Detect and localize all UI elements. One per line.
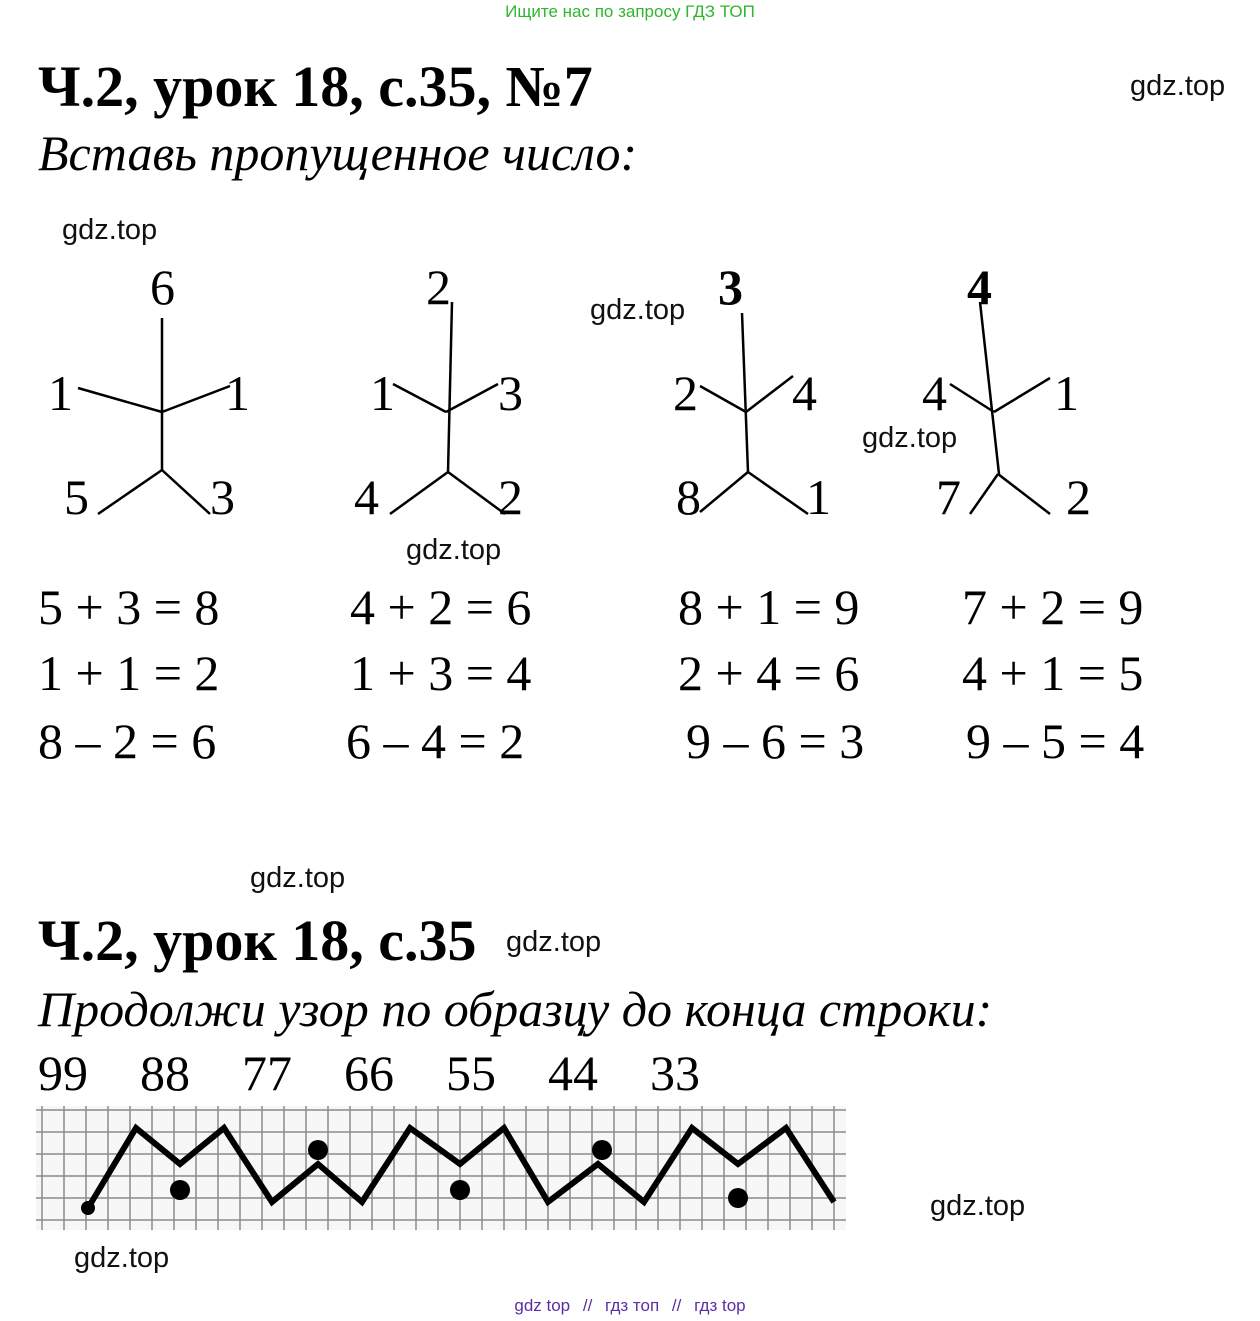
tree2-mid-left: 1: [370, 365, 395, 421]
tree4-bottom-left: 7: [936, 469, 961, 525]
watermark: gdz.top: [250, 862, 346, 894]
top-search-link[interactable]: Ищите нас по запросу ГДЗ ТОП: [505, 2, 755, 21]
watermark: gdz.top: [406, 534, 502, 566]
tree1-bottom-right: 3: [210, 469, 235, 525]
equation: 6 – 4 = 2: [346, 713, 525, 769]
tree4-bottom-right: 2: [1066, 469, 1091, 525]
tree2-mid-right: 3: [498, 365, 523, 421]
watermark: gdz.top: [590, 294, 686, 326]
equation: 8 + 1 = 9: [678, 579, 860, 635]
equation: 4 + 1 = 5: [962, 645, 1144, 701]
tree3-bottom-left: 8: [676, 469, 701, 525]
tree3-mid-left: 2: [673, 365, 698, 421]
watermark: gdz.top: [74, 1242, 170, 1274]
equation: 8 – 2 = 6: [38, 713, 217, 769]
footer-separator: //: [582, 1296, 593, 1315]
equation: 1 + 1 = 2: [38, 645, 220, 701]
footer-link[interactable]: гдз топ: [605, 1296, 660, 1315]
sequence-number: 55: [446, 1045, 496, 1101]
tree1-mid-left: 1: [48, 365, 73, 421]
tree4-mid-left: 4: [922, 365, 947, 421]
tree2-bottom-right: 2: [498, 469, 523, 525]
equation: 9 – 6 = 3: [686, 713, 865, 769]
sequence-number: 33: [650, 1045, 700, 1101]
sequence-number: 77: [242, 1045, 292, 1101]
tree2-bottom-left: 4: [354, 469, 379, 525]
footer-links: [0, 1296, 1260, 1316]
watermark: gdz.top: [62, 214, 158, 246]
tree3-mid-right: 4: [792, 365, 817, 421]
tree1-bottom-left: 5: [64, 469, 89, 525]
task2-instruction: Продолжи узор по образцу до конца строки:: [38, 981, 993, 1037]
task2-heading: Ч.2, урок 18, с.35: [38, 908, 477, 973]
sequence-number: 44: [548, 1045, 598, 1101]
footer-link[interactable]: gdz top: [514, 1296, 571, 1315]
equation: 7 + 2 = 9: [962, 579, 1144, 635]
sequence-number: 66: [344, 1045, 394, 1101]
watermark: gdz.top: [506, 926, 602, 958]
task1-heading: Ч.2, урок 18, с.35, №7: [38, 54, 593, 119]
watermark: gdz.top: [862, 422, 958, 454]
equation: 5 + 3 = 8: [38, 579, 220, 635]
number-trees-diagram: [0, 0, 1260, 540]
equation: 1 + 3 = 4: [350, 645, 532, 701]
tree3-bottom-right: 1: [806, 469, 831, 525]
watermark: gdz.top: [1130, 70, 1226, 102]
task1-instruction: Вставь пропущенное число:: [38, 125, 638, 181]
zigzag-pattern-grid: [36, 1106, 846, 1230]
tree1-top: 6: [150, 259, 175, 315]
footer-separator: //: [671, 1296, 682, 1315]
sequence-number: 99: [38, 1045, 88, 1101]
equation: 4 + 2 = 6: [350, 579, 532, 635]
sequence-number: 88: [140, 1045, 190, 1101]
tree2-top: 2: [426, 259, 451, 315]
footer-link[interactable]: гдз top: [694, 1296, 746, 1315]
tree1-mid-right: 1: [225, 365, 250, 421]
watermark: gdz.top: [930, 1190, 1026, 1222]
tree4-mid-right: 1: [1054, 365, 1079, 421]
equation: 9 – 5 = 4: [966, 713, 1145, 769]
tree4-top: 4: [967, 259, 992, 315]
tree3-top: 3: [718, 259, 743, 315]
equation: 2 + 4 = 6: [678, 645, 860, 701]
